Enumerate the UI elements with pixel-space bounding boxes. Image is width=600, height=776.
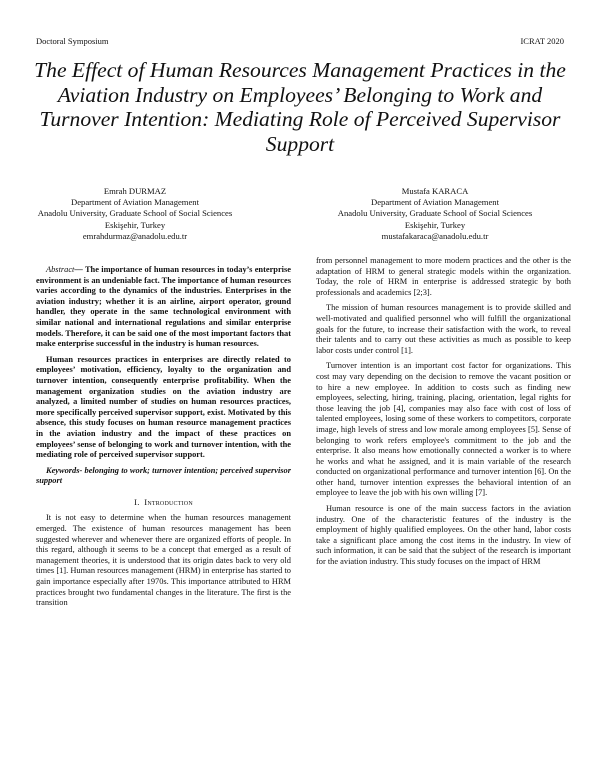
author-department: Department of Aviation Management [71, 197, 199, 208]
section-heading [36, 497, 291, 508]
intro-paragraph-1: It is not easy to determine when the human resources management emerged. The existence of human resources management has been suggested wherever and whenever there are organized efforts of people. In this regard, although it seems to be a concept that emerged as a result of management theories, it is understood that its origin dates back to very old times [1]. Human resources management (HRM) in enterprise has started to gain importance especially after 1970s. This importance attributed to HRM practices brought two fundamental changes in the literature. The first is the transition [36, 513, 291, 608]
body-paragraph: The mission of human resources management is to provide skilled and well-motivated and qualified personnel who will fulfill the organizational goals for the future, to increase their satisfaction with the work, to reveal their talents and to carry out these activities as much as possible to keep labor costs under control [1]. [316, 303, 571, 355]
keywords [36, 466, 291, 487]
author-city: Eskişehir, Turkey [404, 219, 466, 230]
section-title: Introduction [144, 496, 193, 507]
keywords-label: Keywords- [46, 465, 83, 475]
abstract-text-1: The importance of human resources in today’s enterprise environment is an undeniable fact. The importance of human resources varies according to the dynamics of the industries. Enterprises in the aviation industry; whether it is an airline, airport operator, ground handler, they operate in the same technological environment with similar national and international regulations and similar enterprise models. Therefore, it can be said one of the most important factors that make enterprise successful in the industry is human resources. [36, 265, 291, 349]
author-department: Department of Aviation Management [371, 197, 499, 208]
body-paragraph-continued: from personnel management to more modern practices and the other is the adaptation of HRM to general strategic models within the organization. Today, the role of HRM in enterprise is addressed strategic by both professionals and academics [2;3]. [316, 256, 571, 297]
running-header-left: Doctoral Symposium [36, 36, 109, 46]
body-paragraph: Human resource is one of the main success factors in the aviation industry. One of the characteristic features of the industry is the employment of highly qualified employees. On the other hand, labor costs take a significant place among the cost items in the industry. In view of such information, it can be said that the subject of the research is important for the aviation industry. This study focuses on the impact of HRM [316, 504, 571, 567]
keywords-text: belonging to work; turnover intention; perceived supervisor support [36, 465, 291, 486]
left-column [36, 265, 291, 614]
author-name: Emrah DURMAZ [103, 186, 167, 196]
author-block-1 [0, 186, 270, 242]
section-number: I. [134, 496, 140, 507]
author-affiliation: Anadolu University, Graduate School of Social Sciences [37, 208, 233, 219]
paper-title: The Effect of Human Resources Management Practices in the Aviation Industry on Employees’ Belonging to Work and Turnover Intention: Mediating Role of Perceived Supervisor Support [34, 58, 566, 156]
abstract-label: Abstract [46, 265, 75, 274]
abstract-paragraph-2: Human resources practices in enterprises are directly related to employees’ motivation, efficiency, loyalty to the organization and turnover intention, consequently enterprise profitability. When the management organization studies on the aviation industry are analyzed, a limited number of studies on human resources practices, more specifically perceived supervisor support, exist. Motivated by this absence, this study focuses on human resource management practices in the aviation industry and the impact of these practices on employees’ sense of belonging to work and turnover intention, with the mediating role of perceived supervisor support. [36, 354, 291, 460]
author-affiliation: Anadolu University, Graduate School of Social Sciences [337, 208, 533, 219]
author-email: mustafakaraca@anadolu.edu.tr [381, 230, 489, 241]
author-name: Mustafa KARACA [401, 186, 469, 196]
author-city: Eskişehir, Turkey [104, 219, 166, 230]
author-email: emrahdurmaz@anadolu.edu.tr [82, 230, 188, 241]
abstract-paragraph-1 [36, 265, 291, 350]
author-block-2 [300, 186, 570, 242]
right-column [316, 256, 571, 573]
body-paragraph: Turnover intention is an important cost factor for organizations. This cost may vary depending on the decision to remove the vacant position or to hire a new employee. In addition to costs such as finding new employees, selecting, hiring, training, placing, orientation, legal rights for those leaving the job [4], companies may also face with cost of loss of talented employees, losing some of these workers to competitors, corporate image, high levels of stress and low morale among employees [5]. Sense of belonging to work refers employee's commitment to the job and the enterprise. It also means how emotionally connected a worker is to where he works and what he assigned, and it is main variable of the research conducted on organizational performance and turnover intention [6]. On the other hand, turnover intention expresses the behavioral intention of an employee to leave the job with his own willing [7]. [316, 361, 571, 498]
abstract-dash: — [74, 265, 85, 274]
running-header-right: ICRAT 2020 [520, 36, 564, 46]
